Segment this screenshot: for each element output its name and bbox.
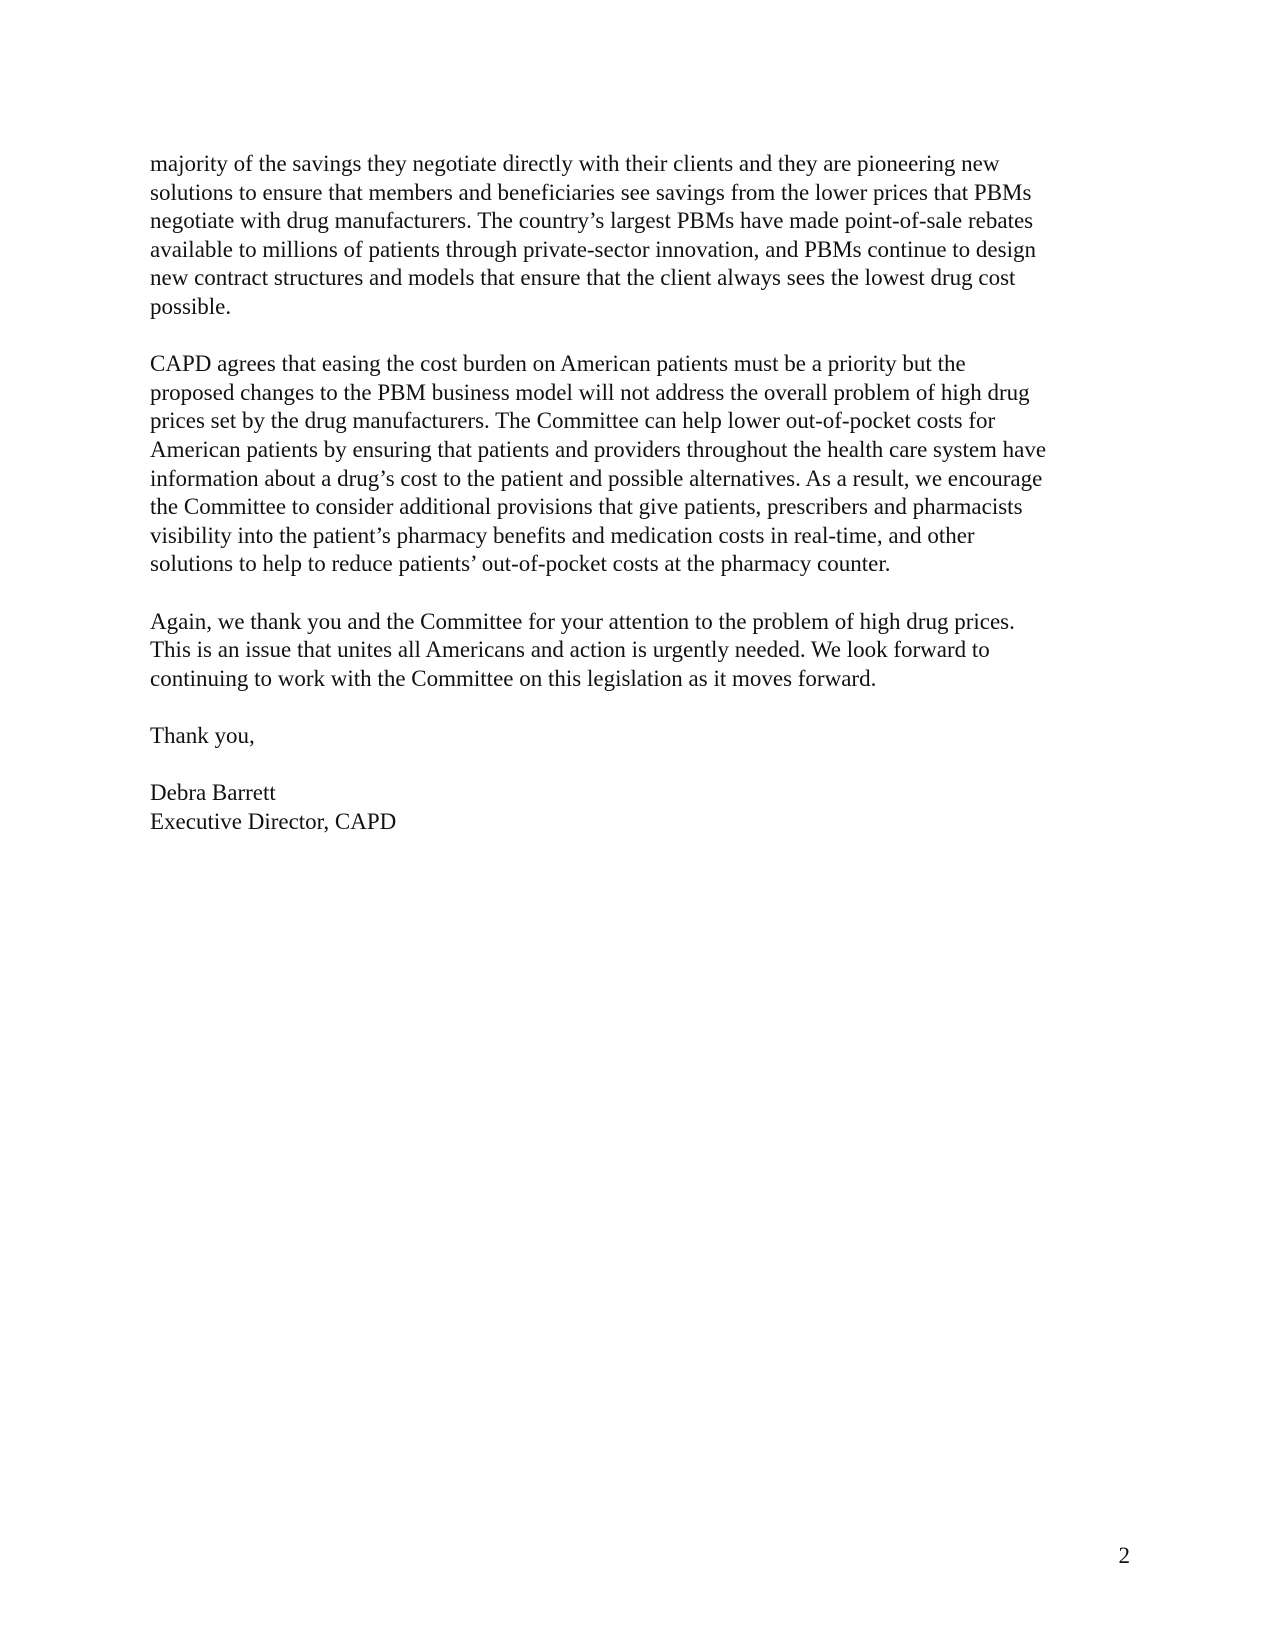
text-line: negotiate with drug manufacturers. The country’s largest PBMs have made point-of-sale rebates bbox=[150, 208, 1034, 234]
paragraph-thanks bbox=[150, 608, 1130, 694]
paragraph-cost-burden bbox=[150, 350, 1130, 579]
text-line: information about a drug’s cost to the patient and possible alternatives. As a result, we encourage bbox=[150, 465, 1043, 491]
text-line: the Committee to consider additional provisions that give patients, prescribers and pharmacists bbox=[150, 494, 1023, 520]
page-number: 2 bbox=[1118, 1543, 1130, 1568]
signer-title: Executive Director, CAPD bbox=[150, 808, 397, 834]
text-line: proposed changes to the PBM business model will not address the overall problem of high drug bbox=[150, 379, 1030, 405]
paragraph-savings bbox=[150, 150, 1130, 322]
text-line: available to millions of patients through private-sector innovation, and PBMs continue to design bbox=[150, 236, 1036, 262]
text-line: solutions to help to reduce patients’ out-of-pocket costs at the pharmacy counter. bbox=[150, 551, 891, 577]
closing-text: Thank you, bbox=[150, 722, 255, 748]
text-line: solutions to ensure that members and beneficiaries see savings from the lower prices that PBMs bbox=[150, 179, 1032, 205]
text-line: new contract structures and models that ensure that the client always sees the lowest drug cost bbox=[150, 265, 1016, 291]
signer-name: Debra Barrett bbox=[150, 780, 276, 806]
text-line: possible. bbox=[150, 293, 232, 319]
text-line: Again, we thank you and the Committee for your attention to the problem of high drug prices. bbox=[150, 608, 1015, 634]
closing bbox=[150, 722, 1130, 751]
text-line: American patients by ensuring that patients and providers throughout the health care system have bbox=[150, 436, 1047, 462]
text-line: continuing to work with the Committee on this legislation as it moves forward. bbox=[150, 665, 877, 691]
text-line: prices set by the drug manufacturers. The Committee can help lower out-of-pocket costs for bbox=[150, 408, 996, 434]
text-line: CAPD agrees that easing the cost burden on American patients must be a priority but the bbox=[150, 351, 966, 377]
text-line: This is an issue that unites all Americans and action is urgently needed. We look forward to bbox=[150, 637, 990, 663]
signature-block bbox=[150, 779, 1130, 836]
text-line: visibility into the patient’s pharmacy benefits and medication costs in real-time, and other bbox=[150, 522, 975, 548]
letter-body bbox=[150, 150, 1130, 865]
text-line: majority of the savings they negotiate directly with their clients and they are pioneering new bbox=[150, 151, 1000, 176]
